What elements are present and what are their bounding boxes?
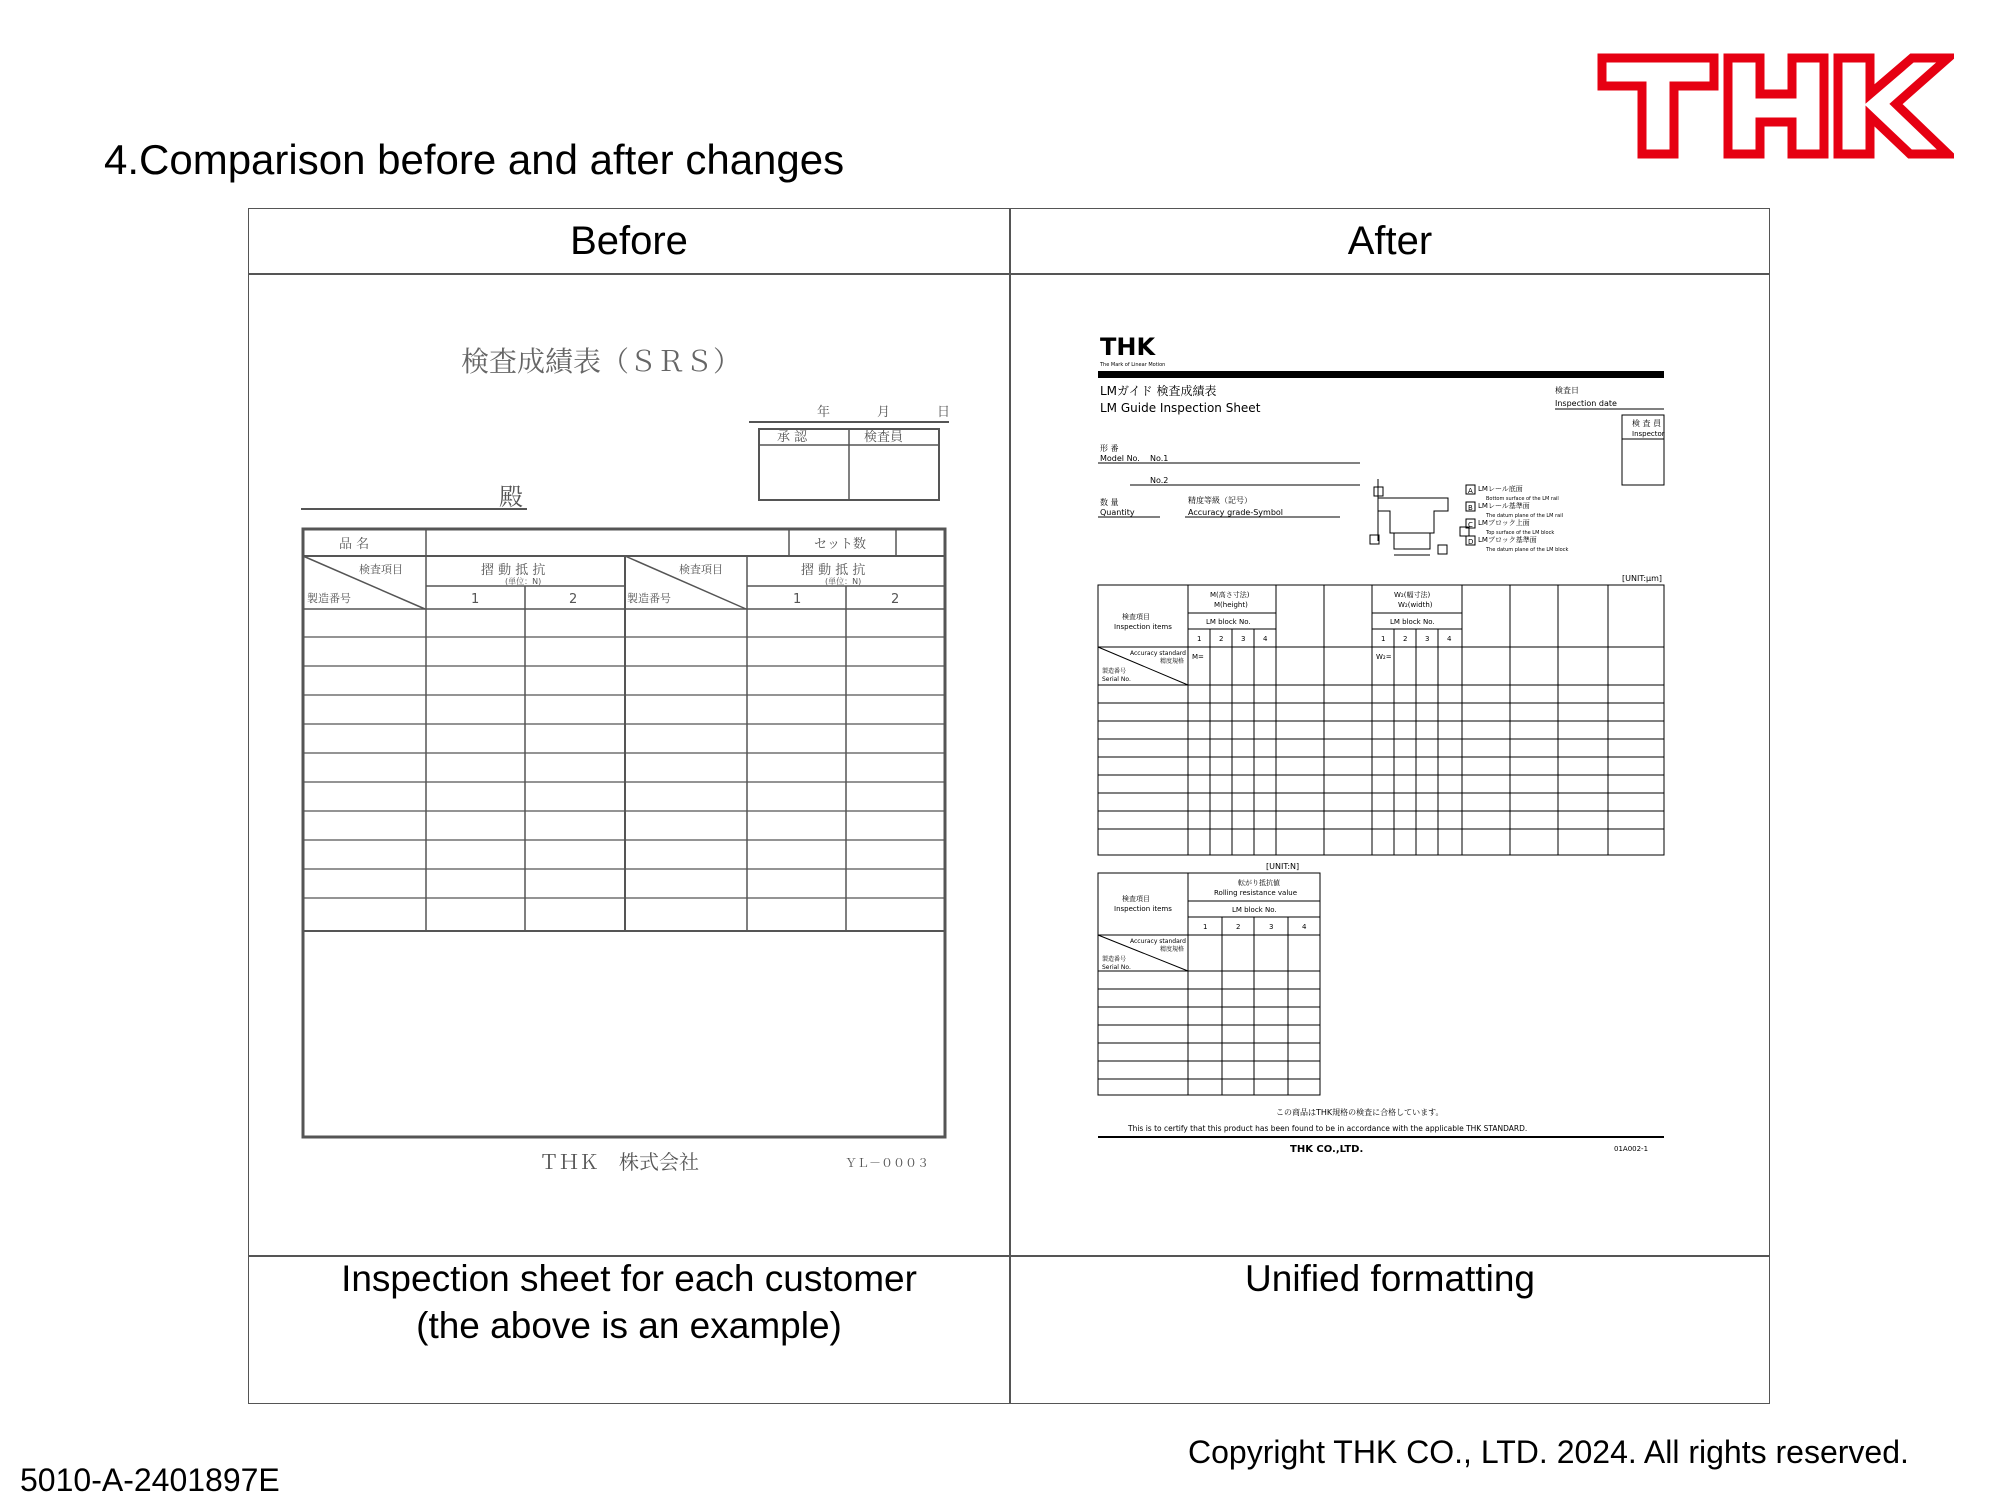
serial-jp-2: 製造番号 <box>1102 956 1127 963</box>
serial-jp-1: 製造番号 <box>1102 668 1127 675</box>
cert-en: This is to certify that this product has been found to be in accordance with the applicable THK STANDARD. <box>1128 1124 1528 1133</box>
svg-text:3: 3 <box>1425 635 1430 643</box>
w-symbol: W₂= <box>1376 653 1392 661</box>
rolling-jp: 転がり抵抗値 <box>1238 879 1280 887</box>
date-en: Inspection date <box>1555 399 1617 408</box>
rail-profile-drawing <box>1370 479 1469 555</box>
w-width-en: W₂(width) <box>1398 601 1433 609</box>
before-caption-line2: (the above is an example) <box>416 1305 842 1346</box>
before-footer-company: ＴＨＫ 株式会社 <box>539 1150 699 1174</box>
item-jp-2: 検査項目 <box>1122 895 1150 903</box>
model-no1: No.1 <box>1150 454 1169 463</box>
svg-text:B: B <box>1468 504 1473 512</box>
model-no2: No.2 <box>1150 476 1169 485</box>
after-sheet-image <box>1010 273 1770 1255</box>
unit-right: (単位：N) <box>825 577 862 586</box>
inspector-en: Inspector <box>1632 430 1665 438</box>
accuracy-2: Accuracy standard <box>1130 938 1186 945</box>
col2-left: 2 <box>569 592 578 607</box>
page-heading: 4.Comparison before and after changes <box>104 136 845 183</box>
date-jp: 検査日 <box>1555 386 1579 395</box>
document-number: 5010-A-2401897E <box>20 1462 280 1498</box>
product-name-label: 品 名 <box>339 537 370 552</box>
svg-text:2: 2 <box>1403 635 1408 643</box>
svg-text:Bottom surface of the LM rail: Bottom surface of the LM rail <box>1486 496 1559 502</box>
serial-en-1: Serial No. <box>1102 676 1131 683</box>
after-sheet-logo: THK <box>1100 333 1156 361</box>
model-jp: 形 番 <box>1100 444 1119 453</box>
svg-text:2: 2 <box>1236 923 1241 931</box>
item-en-2: Inspection items <box>1114 905 1172 913</box>
accuracy-jp-2: 精度規格 <box>1160 946 1185 953</box>
inspector-label: 検査員 <box>864 430 904 445</box>
accuracy-1: Accuracy standard <box>1130 650 1186 657</box>
qty-jp: 数 量 <box>1100 498 1119 507</box>
before-caption-line1: Inspection sheet for each customer <box>341 1258 917 1299</box>
comparison-table <box>248 208 1770 1404</box>
qty-en: Quantity <box>1100 508 1135 517</box>
before-caption <box>249 1255 1009 1349</box>
unit-left: (単位：N) <box>505 577 542 586</box>
sliding-resistance-right: 摺 動 抵 抗 <box>801 563 866 578</box>
inspector-jp: 検 査 員 <box>1632 419 1662 428</box>
cert-jp: この商品はTHK規格の検査に合格しています。 <box>1276 1108 1444 1117</box>
col2-right: 2 <box>891 592 900 607</box>
inspection-item-left: 検査項目 <box>359 563 403 576</box>
after-footer-code: 01A002-1 <box>1614 1145 1649 1153</box>
date-month: 月 <box>877 405 891 420</box>
sliding-resistance-left: 摺 動 抵 抗 <box>481 563 546 578</box>
svg-text:3: 3 <box>1269 923 1274 931</box>
svg-text:4: 4 <box>1263 635 1268 643</box>
svg-text:The datum plane of the LM rail: The datum plane of the LM rail <box>1486 513 1563 519</box>
svg-text:3: 3 <box>1241 635 1246 643</box>
unit-n: [UNIT:N] <box>1266 862 1300 871</box>
svg-text:LMレール底面: LMレール底面 <box>1478 485 1523 493</box>
addressee-label: 殿 <box>499 483 523 511</box>
date-year: 年 <box>817 405 831 420</box>
accuracy-jp-1: 精度規格 <box>1160 658 1185 665</box>
unit-um: [UNIT:μm] <box>1622 574 1663 583</box>
after-accuracy-table <box>1098 585 1664 855</box>
w-width: W₂(幅寸法) <box>1394 591 1431 599</box>
after-title-jp: LMガイド 検査成績表 <box>1100 384 1217 398</box>
inspection-item-right: 検査項目 <box>679 563 723 576</box>
col1-right: 1 <box>793 592 802 607</box>
after-title-en: LM Guide Inspection Sheet <box>1100 401 1261 415</box>
item-jp-1: 検査項目 <box>1122 613 1150 621</box>
grade-en: Accuracy grade-Symbol <box>1188 508 1284 517</box>
after-footer-company: THK CO.,LTD. <box>1290 1144 1364 1155</box>
serial-en-2: Serial No. <box>1102 964 1131 971</box>
grade-jp: 精度等級（記号） <box>1188 496 1252 505</box>
before-footer-code: ＹＬ－０００３ <box>845 1156 930 1170</box>
model-en: Model No. <box>1100 454 1140 463</box>
item-en-1: Inspection items <box>1114 623 1172 631</box>
svg-text:A: A <box>1468 487 1473 495</box>
m-height: M(高さ寸法) <box>1210 591 1250 599</box>
svg-text:C: C <box>1468 521 1473 529</box>
rolling-en: Rolling resistance value <box>1214 889 1298 897</box>
svg-text:D: D <box>1468 538 1474 546</box>
lm-block-no-w: LM block No. <box>1390 618 1435 626</box>
after-header: After <box>1347 218 1433 263</box>
m-symbol: M= <box>1192 653 1204 661</box>
svg-text:1: 1 <box>1203 923 1208 931</box>
svg-text:LMレール基準面: LMレール基準面 <box>1478 502 1530 510</box>
m-height-en: M(height) <box>1214 601 1248 609</box>
lm-block-no-r: LM block No. <box>1232 906 1277 914</box>
svg-text:4: 4 <box>1447 635 1452 643</box>
svg-text:LMブロック上面: LMブロック上面 <box>1478 519 1530 527</box>
thk-logo <box>1596 50 1954 162</box>
svg-text:2: 2 <box>1219 635 1224 643</box>
svg-text:1: 1 <box>1381 635 1386 643</box>
svg-text:LMブロック基準面: LMブロック基準面 <box>1478 536 1537 544</box>
copyright-notice: Copyright THK CO., LTD. 2024. All rights reserved. <box>1188 1434 1909 1470</box>
svg-text:1: 1 <box>1197 635 1202 643</box>
svg-text:Top surface of the LM block: Top surface of the LM block <box>1486 530 1555 536</box>
col1-left: 1 <box>471 592 480 607</box>
before-header: Before <box>570 218 688 263</box>
after-logo-sub: The Mark of Linear Motion <box>1100 362 1166 368</box>
serial-left: 製造番号 <box>307 592 351 605</box>
svg-text:4: 4 <box>1302 923 1307 931</box>
date-day: 日 <box>937 405 951 420</box>
svg-text:The datum plane of the LM bloc: The datum plane of the LM block <box>1486 547 1569 553</box>
before-sheet-image <box>249 273 1009 1255</box>
after-caption: Unified formatting <box>1245 1258 1535 1299</box>
serial-right: 製造番号 <box>627 592 671 605</box>
lm-block-no-m: LM block No. <box>1206 618 1251 626</box>
approval-label: 承 認 <box>777 430 808 445</box>
set-count-label: セット数 <box>814 537 867 552</box>
before-sheet-title: 検査成績表（ＳＲＳ） <box>461 345 742 378</box>
surface-legend <box>1466 484 1568 553</box>
